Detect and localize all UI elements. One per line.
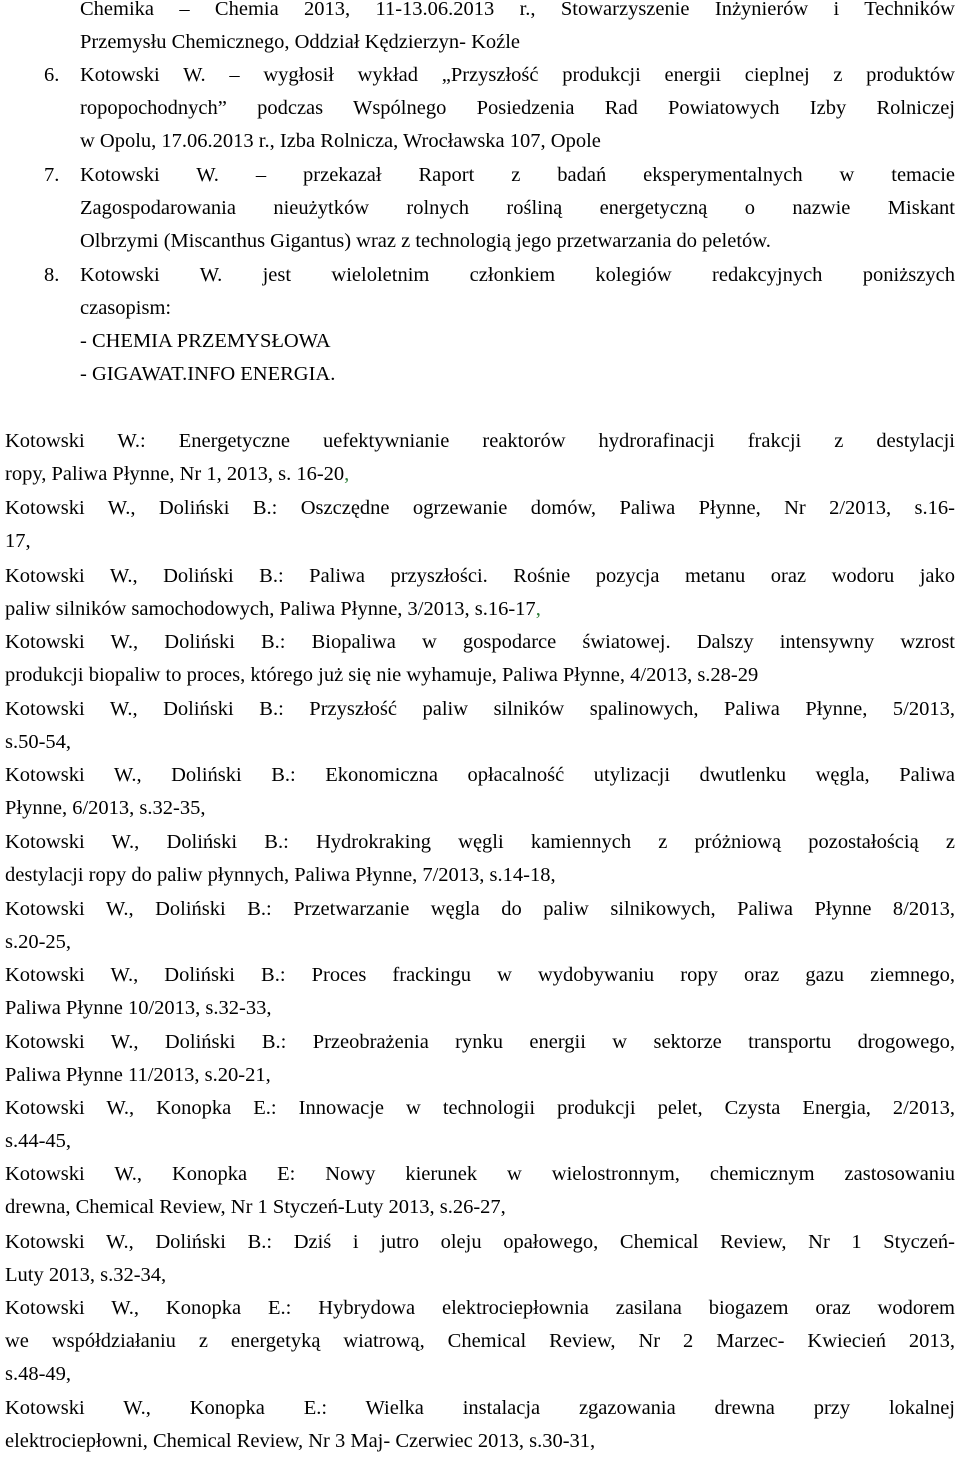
list-item-6-number: 6. <box>44 64 60 86</box>
list-item-6-body <box>80 92 955 125</box>
publication-line: paliw silników samochodowych, Paliwa Płynne, 3/2013, s.16-17 <box>5 598 536 620</box>
list-item-7-body <box>80 192 955 225</box>
publication-trailing-comma: , <box>344 463 350 485</box>
publication-line: Kotowski W., Doliński B.: Ekonomiczna opłacalność utylizacji dwutlenku węgla, Paliwa <box>5 764 955 786</box>
publication-line: Paliwa Płynne 11/2013, s.20-21, <box>5 1064 271 1086</box>
list-item-7-end <box>80 225 771 258</box>
publication-line: Luty 2013, s.32-34, <box>5 1264 167 1286</box>
publication-line: Kotowski W., Doliński B.: Hydrokraking węgli kamiennych z próżniową pozostałością z <box>5 831 955 853</box>
list-item-5-continuation-end <box>80 26 520 59</box>
publication-line: ropy, Paliwa Płynne, Nr 1, 2013, s. 16-20 <box>5 463 345 485</box>
list-item-8-end <box>80 292 335 391</box>
list-item-7-number: 7. <box>44 164 60 186</box>
list-item-7-line-3: Olbrzymi (Miscanthus Gigantus) wraz z technologią jego przetwarzania do peletów. <box>80 230 771 252</box>
list-item-8 <box>80 259 955 292</box>
publication-line: Kotowski W., Doliński B.: Przetwarzanie węgla do paliw silnikowych, Paliwa Płynne 8/2013, <box>5 898 955 920</box>
publication-line: Kotowski W., Konopka E: Nowy kierunek w wielostronnym, chemicznym zastosowaniu <box>5 1163 955 1185</box>
publication-line: produkcji biopaliw to proces, którego już się nie wyhamuje, Paliwa Płynne, 4/2013, s.28-29 <box>5 664 759 686</box>
publication-line: we współdziałaniu z energetyką wiatrową, Chemical Review, Nr 2 Marzec- Kwiecień 2013, <box>5 1330 955 1352</box>
publication-line: Paliwa Płynne 10/2013, s.32-33, <box>5 997 272 1019</box>
list-item-6-line-2: ropopochodnych” podczas Wspólnego Posiedzenia Rad Powiatowych Izby Rolniczej <box>80 97 955 119</box>
publication-line: Kotowski W., Konopka E.: Innowacje w technologii produkcji pelet, Czysta Energia, 2/2013, <box>5 1097 955 1119</box>
publication-line: s.50-54, <box>5 731 72 753</box>
journal-chemia-przemyslowa: - CHEMIA PRZEMYSŁOWA <box>80 330 331 352</box>
publication-line: s.20-25, <box>5 931 72 953</box>
list-item-6-line-3: w Opolu, 17.06.2013 r., Izba Rolnicza, Wrocławska 107, Opole <box>80 130 601 152</box>
publication-line: 17, <box>5 530 31 552</box>
list-item-6-end <box>80 125 601 158</box>
publication-line: s.44-45, <box>5 1130 72 1152</box>
list-item-5-continuation <box>80 0 955 26</box>
publication-line: Kotowski W., Doliński B.: Dziś i jutro oleju opałowego, Chemical Review, Nr 1 Styczeń- <box>5 1231 955 1253</box>
publication-line: Kotowski W., Konopka E.: Hybrydowa elektrociepłownia zasilana biogazem oraz wodorem <box>5 1297 955 1319</box>
list-item-6-line-1: Kotowski W. – wygłosił wykład „Przyszłość produkcji energii cieplnej z produktów <box>80 64 955 86</box>
list-item-7-line-1: Kotowski W. – przekazał Raport z badań eksperymentalnych w temacie <box>80 164 955 186</box>
publication-line: Kotowski W., Doliński B.: Przeobrażenia rynku energii w sektorze transportu drogowego, <box>5 1031 955 1053</box>
list-item-8-line-1: Kotowski W. jest wieloletnim członkiem kolegiów redakcyjnych poniższych <box>80 264 955 286</box>
publication-line: drewna, Chemical Review, Nr 1 Styczeń-Luty 2013, s.26-27, <box>5 1196 506 1218</box>
list-item-5-line-2: Przemysłu Chemicznego, Oddział Kędzierzyn- Koźle <box>80 31 521 53</box>
publication-line: destylacji ropy do paliw płynnych, Paliwa Płynne, 7/2013, s.14-18, <box>5 864 556 886</box>
list-item-7 <box>80 159 955 192</box>
publication-line: Kotowski W., Konopka E.: Wielka instalacja zgazowania drewna przy lokalnej <box>5 1397 955 1419</box>
publication-line: Kotowski W., Doliński B.: Przyszłość paliw silników spalinowych, Paliwa Płynne, 5/2013, <box>5 698 955 720</box>
publication-line: s.48-49, <box>5 1363 72 1385</box>
publication-line: Kotowski W., Doliński B.: Oszczędne ogrzewanie domów, Paliwa Płynne, Nr 2/2013, s.16- <box>5 497 955 519</box>
publication-line: Kotowski W., Doliński B.: Paliwa przyszłości. Rośnie pozycja metanu oraz wodoru jako <box>5 565 955 587</box>
publication-line: elektrociepłowni, Chemical Review, Nr 3 Maj- Czerwiec 2013, s.30-31, <box>5 1430 596 1452</box>
journal-gigawat-info-energia: - GIGAWAT.INFO ENERGIA. <box>80 363 336 385</box>
publication-line: Płynne, 6/2013, s.32-35, <box>5 797 206 819</box>
list-item-6 <box>80 59 955 92</box>
list-item-5-line-1: Chemika – Chemia 2013, 11-13.06.2013 r., Stowarzyszenie Inżynierów i Techników <box>80 0 955 20</box>
list-item-7-line-2: Zagospodarowania nieużytków rolnych rośliną energetyczną o nazwie Miskant <box>80 197 955 219</box>
list-item-8-number: 8. <box>44 264 60 286</box>
publication-line: Kotowski W., Doliński B.: Biopaliwa w gospodarce światowej. Dalszy intensywny wzrost <box>5 631 955 653</box>
publication-line: Kotowski W., Doliński B.: Proces frackingu w wydobywaniu ropy oraz gazu ziemnego, <box>5 964 955 986</box>
publication-line: Kotowski W.: Energetyczne uefektywnianie reaktorów hydrorafinacji frakcji z destylacji <box>5 430 955 452</box>
list-item-8-line-2: czasopism: <box>80 297 172 319</box>
publication-trailing-comma: , <box>535 598 541 620</box>
